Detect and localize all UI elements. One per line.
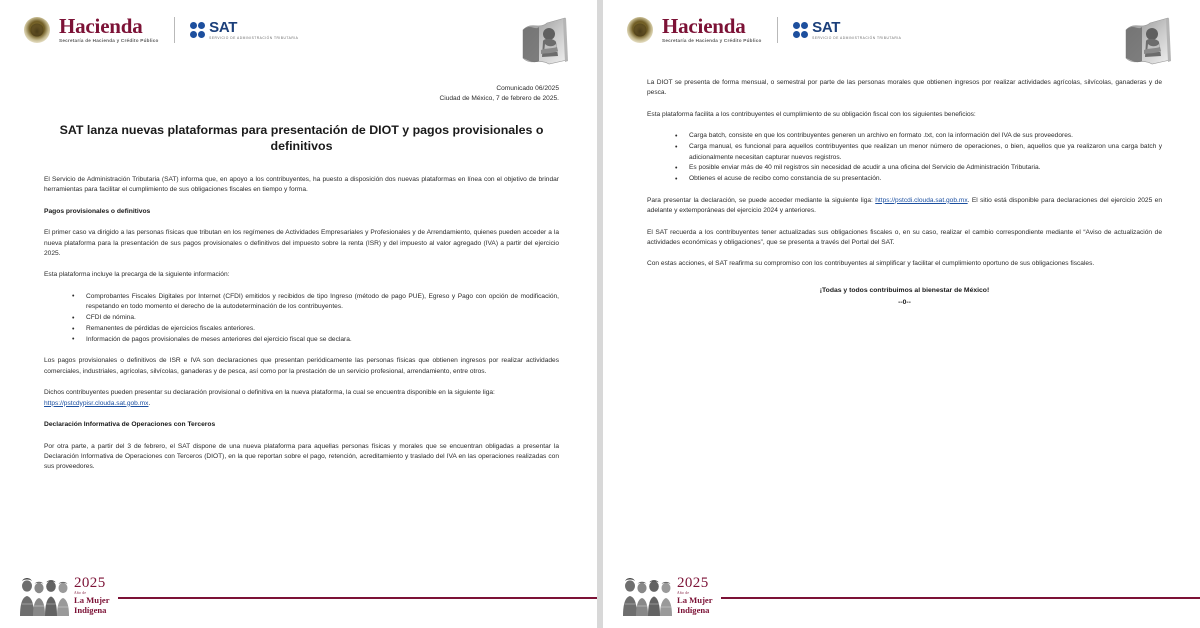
sat-dots-icon [190,22,206,38]
document-page-2 [603,0,1200,628]
sat-subtitle: SERVICIO DE ADMINISTRACIÓN TRIBUTARIA [209,35,299,40]
paragraph-declaraciones: Los pagos provisionales o definitivos de ISR e IVA son declaraciones que presentan periódicamente las personas físicas que obtienen ingresos por realizar actividades comerciales, industriales, agrícolas, silvícolas, ganaderas y de pesca, así como por la prestación de un servicio profesional, arrendamiento, entre otros. [44,357,559,375]
year-campaign-mark [18,574,110,616]
link-pstcdi[interactable]: https://pstcdi.clouda.sat.gob.mx [875,196,968,204]
sat-logo [190,20,299,40]
sat-logo [793,20,902,40]
liga-lead-text: Dichos contribuyentes pueden presentar su declaración provisional o definitiva en la nueva plataforma, la cual se encuentra disponible en la siguiente liga: [44,389,495,397]
document-page-1 [0,0,597,628]
liga-lead-text: Para presentar la declaración, se puede acceder mediante la siguiente liga: [647,196,873,204]
precarga-bullet-list [44,292,559,346]
hacienda-logo [59,16,159,44]
sat-wordmark: SAT [812,18,841,36]
list-item: • Información de pagos provisionales de meses anteriores del ejercicio fiscal que se declara. [72,335,559,345]
list-item: • Remanentes de pérdidas de ejercicios fiscales anteriores. [72,324,559,334]
paragraph-precarga-lead: Esta plataforma incluye la precarga de la siguiente información: [44,271,230,279]
closing-slogan [647,286,1162,308]
closing-slogan-text: ¡Todas y todos contribuimos al bienestar de México! [819,286,990,294]
hacienda-logo [662,16,762,44]
woman-with-flag-engraving-icon [1120,14,1178,70]
paragraph-liga-pstcdypisr [44,388,559,409]
campaign-line-2: La Mujer [74,595,110,606]
paragraph-beneficios-lead: Esta plataforma facilita a los contribuyentes el cumplimiento de su obligación fiscal con los siguientes beneficios: [647,110,976,118]
footer-rule [721,597,1200,599]
sat-subtitle: SERVICIO DE ADMINISTRACIÓN TRIBUTARIA [812,35,902,40]
communique-number: Comunicado 06/2025 [496,85,559,92]
mexican-eagle-seal-icon [627,17,653,43]
paragraph-liga-pstcdi [647,196,1162,217]
brand-lockup [627,16,1172,44]
paragraph-diot: Por otra parte, a partir del 3 de febrero, el SAT dispone de una nueva plataforma para aquellas personas físicas y morales que se encuentran obligadas a presentar la Declaración Informativa de Operaciones con Terceros (DIOT), en la que reportan sobre el pago, retención, acreditamiento y traslado del IVA en las operaciones realizadas con sus proveedores. [44,442,559,471]
list-item: • Carga batch, consiste en que los contribuyentes generen un archivo en formato .txt, con la información del IVA de sus proveedores. [675,131,1162,141]
place-and-date: Ciudad de México, 7 de febrero de 2025. [439,94,559,102]
page-1-body [0,78,597,562]
paragraph-cierre: Con estas acciones, el SAT reafirma su compromiso con los contribuyentes al simplificar y facilitar el cumplimiento oportuno de sus obligaciones fiscales. [647,260,1095,268]
brand-divider [777,17,778,43]
page-2-body [603,78,1200,562]
brand-divider [174,17,175,43]
indigenous-women-illustration-icon [621,574,675,616]
list-item: • Es posible enviar más de 40 mil registros sin necesidad de acudir a una oficina del Servicio de Administración Tributaria. [675,163,1162,173]
document-meta [44,84,559,104]
year-campaign-mark [621,574,713,616]
campaign-line-3: Indígena [677,604,710,615]
sat-dots-icon [793,22,809,38]
hacienda-subtitle: Secretaría de Hacienda y Crédito Público [662,38,762,43]
section-heading-pagos: Pagos provisionales o definitivos [44,207,151,215]
link-pstcdypisr[interactable]: https://pstcdypisr.clouda.sat.gob.mx [44,399,149,407]
list-item: • Comprobantes Fiscales Digitales por Internet (CFDI) emitidos y recibidos de tipo Ingreso (método de pago PUE), Egreso y Pago con opción de modificación, respetando en todo momento el derecho de la autodeterminación de los contribuyentes. [72,292,559,313]
closing-dash: --0-- [898,298,911,306]
campaign-year: 2025 [677,574,709,591]
campaign-year: 2025 [74,574,106,591]
campaign-anio-label: Año de [677,590,690,595]
page-title: SAT lanza nuevas plataformas para presentación de DIOT y pagos provisionales o definitivos [59,122,544,154]
beneficios-bullet-list [647,131,1162,185]
list-item: • CFDI de nómina. [72,313,559,323]
intro-paragraph: El Servicio de Administración Tributaria (SAT) informa que, en apoyo a los contribuyentes, ha puesto a disposición dos nuevas plataformas en línea con el objetivo de brindar herramientas para facilitar el cumplimiento de sus obligaciones fiscales en tiempo y forma. [44,175,559,194]
campaign-year-text [74,576,110,615]
page-2-header [603,0,1200,78]
paragraph-diot-mensual: La DIOT se presenta de forma mensual, o semestral por parte de las personas morales que obtienen ingresos por realizar actividades agrícolas, silvícolas, ganaderas y de pesca. [647,79,1162,97]
hacienda-wordmark: Hacienda [59,14,143,38]
campaign-line-2: La Mujer [677,595,713,606]
page-1-footer [0,562,597,628]
paragraph-primer-caso: El primer caso va dirigido a las personas físicas que tributan en los regímenes de Actividades Empresariales y Profesionales y de Arrendamiento, quienes pueden acceder a la nueva plataforma para la presentación de sus pagos provisionales o definitivos del impuesto sobre la renta (ISR) y del impuesto al valor agregado (IVA) a partir del ejercicio 2025. [44,229,559,257]
page-2-footer [603,562,1200,628]
indigenous-women-illustration-icon [18,574,72,616]
liga-tail-text: . El sitio está disponible para declaraciones del ejercicio 2025 en adelante y extemporáneas del ejercicio 2024 y anteriores. [647,196,1162,215]
hacienda-subtitle: Secretaría de Hacienda y Crédito Público [59,38,159,43]
campaign-anio-label: Año de [74,590,87,595]
footer-rule [118,597,597,599]
sat-wordmark: SAT [209,18,238,36]
woman-with-flag-engraving-icon [517,14,575,70]
mexican-eagle-seal-icon [24,17,50,43]
liga-period: . [148,399,151,407]
hacienda-wordmark: Hacienda [662,14,746,38]
campaign-year-text [677,576,713,615]
campaign-line-3: Indígena [74,604,107,615]
section-heading-diot: Declaración Informativa de Operaciones con Terceros [44,420,216,428]
list-item: • Carga manual, es funcional para aquellos contribuyentes que realizan un menor número de operaciones, o bien, aquellos que ya realizaron una carga batch y adicionalmente necesitan capturar nuevos registros. [675,142,1162,163]
brand-lockup [24,16,569,44]
paragraph-aviso-actualizacion: El SAT recuerda a los contribuyentes tener actualizadas sus obligaciones fiscales o, en su caso, realizar el cambio correspondiente mediante el “Aviso de actualización de actividades económicas y obligaciones”, que se presenta a través del Portal del SAT. [647,228,1162,246]
page-1-header [0,0,597,78]
list-item: • Obtienes el acuse de recibo como constancia de su presentación. [675,174,1162,184]
